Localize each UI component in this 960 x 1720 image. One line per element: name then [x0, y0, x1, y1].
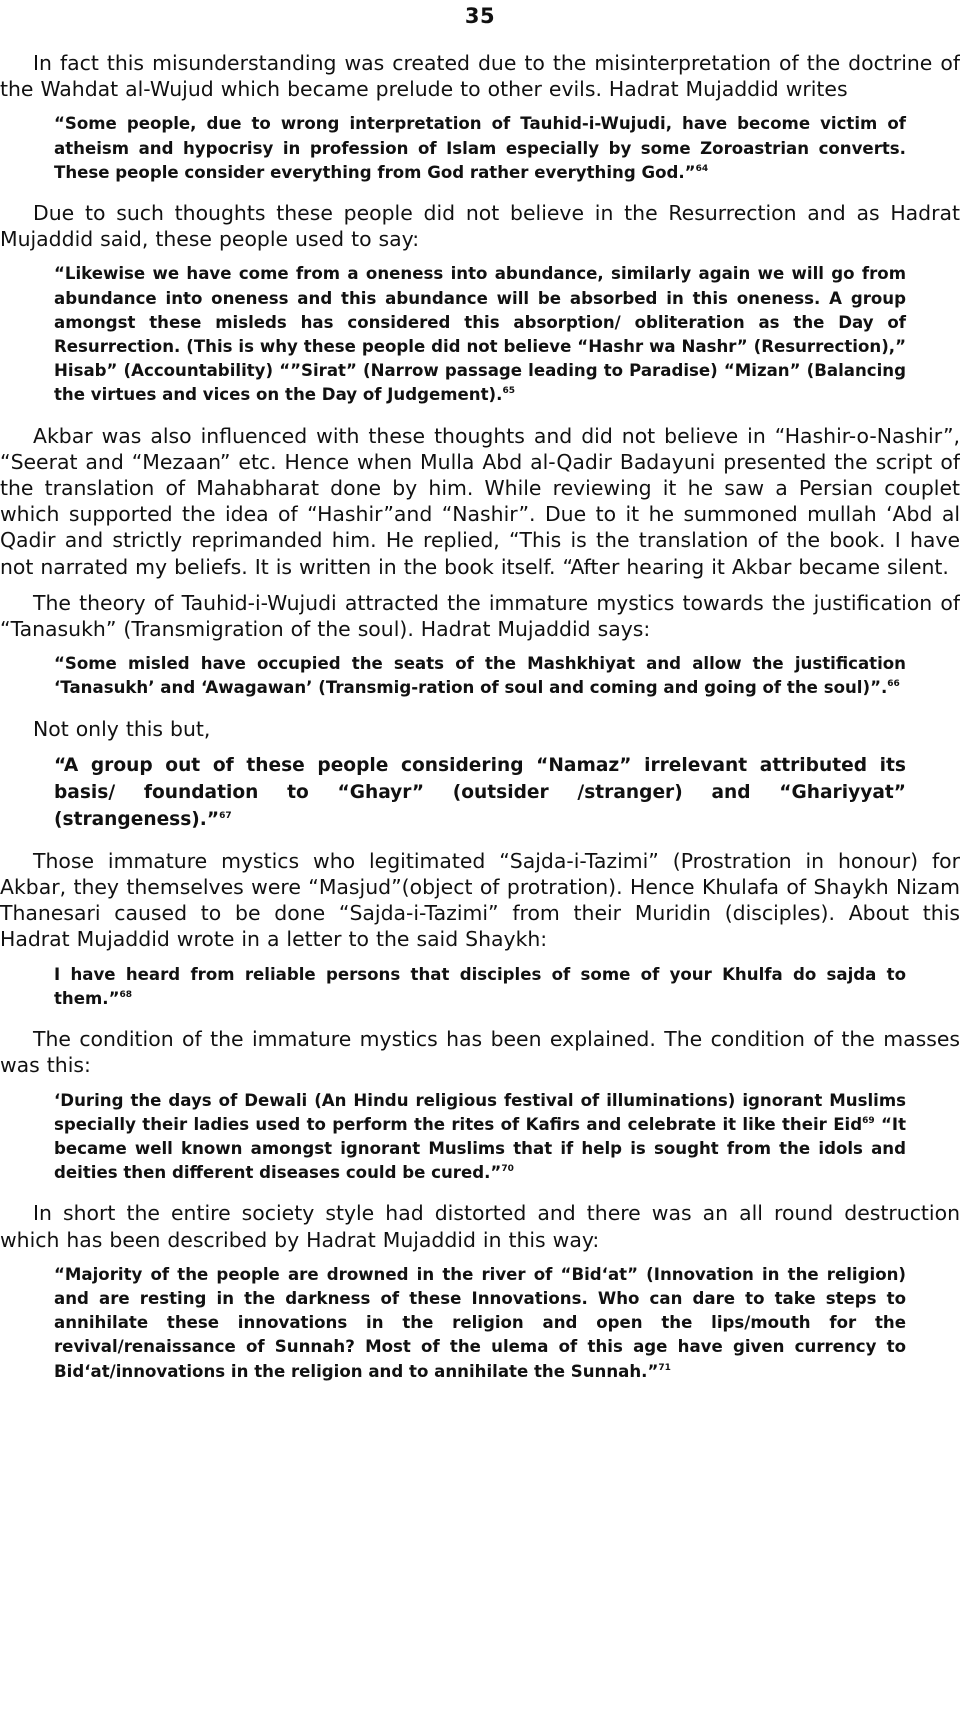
paragraph — [0, 716, 960, 742]
block-quote — [54, 963, 906, 1011]
paragraph-text: Akbar was also influenced with these thoughts and did not believe in “Hashir-o-Nashir”, “Seerat and “Mezaan” etc. Hence when Mulla Abd al-Qadir Badayuni presented the script of the translation of Mahabharat done by him. While reviewing it he saw a Persian couplet which supported the idea of “Hashir”and “Nashir”. Due to it he summoned mullah ‘Abd al Qadir and strictly reprimanded him. He replied, “This is the translation of the book. I have not narrated my beliefs. It is written in the book itself. “After hearing it Akbar became silent. — [0, 423, 960, 579]
quote-text: “It became well known amongst ignorant Muslims that if help is sought from the idols and deities then different diseases could be cured.” — [54, 1114, 907, 1183]
quote-text: I have heard from reliable persons that disciples of some of your Khulfa do sajda to them.” — [54, 964, 906, 1008]
paragraph-text: The condition of the immature mystics has been explained. The condition of the masses was this: — [0, 1027, 960, 1078]
page-number: 35 — [464, 4, 496, 28]
footnote-marker: 66 — [887, 679, 900, 690]
paragraph — [0, 590, 960, 642]
paragraph-text: In short the entire society style had distorted and there was an all round destruction which has been described by Hadrat Mujaddid in this way: — [0, 1201, 960, 1252]
paragraph — [0, 1200, 960, 1252]
quote-text: “Likewise we have come from a oneness into abundance, similarly again we will go from abundance into oneness and this abundance will be absorbed in this oneness. A group amongst these misleds has considered this absorption/ obliteration as the Day of Resurrection. (This is why these people did not believe “Hashr wa Nashr” (Resurrection),” Hisab” (Accountability) “”Sirat” (Narrow passage leading to Paradise) “Mizan” (Balancing the virtues and vices on the Day of Judgement). — [54, 264, 906, 405]
quote-text: “Some misled have occupied the seats of the Mashkhiyat and allow the justification ‘Tanasukh’ and ‘Awagawan’ (Transmig-ration of soul and coming and going of the soul)”. — [54, 654, 906, 698]
block-quote — [54, 112, 906, 185]
quote-text: “Some people, due to wrong interpretation of Tauhid-i-Wujudi, have become victim of atheism and hypocrisy in profession of Islam especially by some Zoroastrian converts. These people consider everything from God rather everything God.” — [54, 114, 906, 182]
block-quote — [54, 752, 906, 833]
page-body — [0, 50, 960, 1399]
paragraph-text: Those immature mystics who legitimated “Sajda-i-Tazimi” (Prostration in honour) for Akbar, they themselves were “Masjud”(object of protration). Hence Khulafa of Shaykh Nizam Thanesari caused to be done “Sajda-i-Tazimi” from their Muridin (disciples). About this Hadrat Mujaddid wrote in a letter to the said Shaykh: — [0, 848, 960, 952]
quote-text: ‘During the days of Dewali (An Hindu religious festival of illuminations) ignorant Muslims specially their ladies used to perform the rites of Kafirs and celebrate it like their Eid — [54, 1090, 906, 1134]
footnote-marker: 65 — [502, 386, 515, 397]
block-quote — [54, 652, 906, 700]
block-quote — [54, 262, 906, 407]
paragraph-text: Not only this but, — [33, 716, 211, 741]
paragraph — [0, 848, 960, 953]
footnote-marker: 64 — [695, 163, 709, 174]
quote-text: “A group out of these people considering “Namaz” irrelevant attributed its basis/ foundation to “Ghayr” (outsider /stranger) and “Ghariyyat” (strangeness).” — [54, 754, 906, 830]
paragraph — [0, 200, 960, 252]
footnote-marker: 71 — [658, 1362, 671, 1373]
footnote-marker: 67 — [219, 810, 232, 821]
footnote-marker: 69 — [862, 1115, 875, 1126]
footnote-marker: 68 — [119, 989, 133, 1000]
footnote-marker: 70 — [501, 1164, 514, 1175]
block-quote — [54, 1263, 906, 1384]
quote-text: “Majority of the people are drowned in the river of “Bid‘at” (Innovation in the religion) and are resting in the darkness of these Innovations. Who can dare to take steps to annihilate these innovations in the religion and open the lips/mouth for the revival/renaissance of Sunnah? Most of the ulema of this age have given currency to Bid‘at/innovations in the religion and to annihilate the Sunnah.” — [54, 1264, 906, 1381]
paragraph-text: In fact this misunderstanding was created due to the misinterpretation of the doctrine of the Wahdat al-Wujud which became prelude to other evils. Hadrat Mujaddid writes — [0, 51, 960, 102]
paragraph — [0, 1026, 960, 1078]
paragraph — [0, 50, 960, 102]
paragraph-text: Due to such thoughts these people did not believe in the Resurrection and as Hadrat Mujaddid said, these people used to say: — [0, 201, 960, 252]
block-quote — [54, 1089, 906, 1186]
paragraph — [0, 423, 960, 580]
paragraph-text: The theory of Tauhid-i-Wujudi attracted the immature mystics towards the justification of “Tanasukh” (Transmigration of the soul). Hadrat Mujaddid says: — [0, 590, 960, 642]
